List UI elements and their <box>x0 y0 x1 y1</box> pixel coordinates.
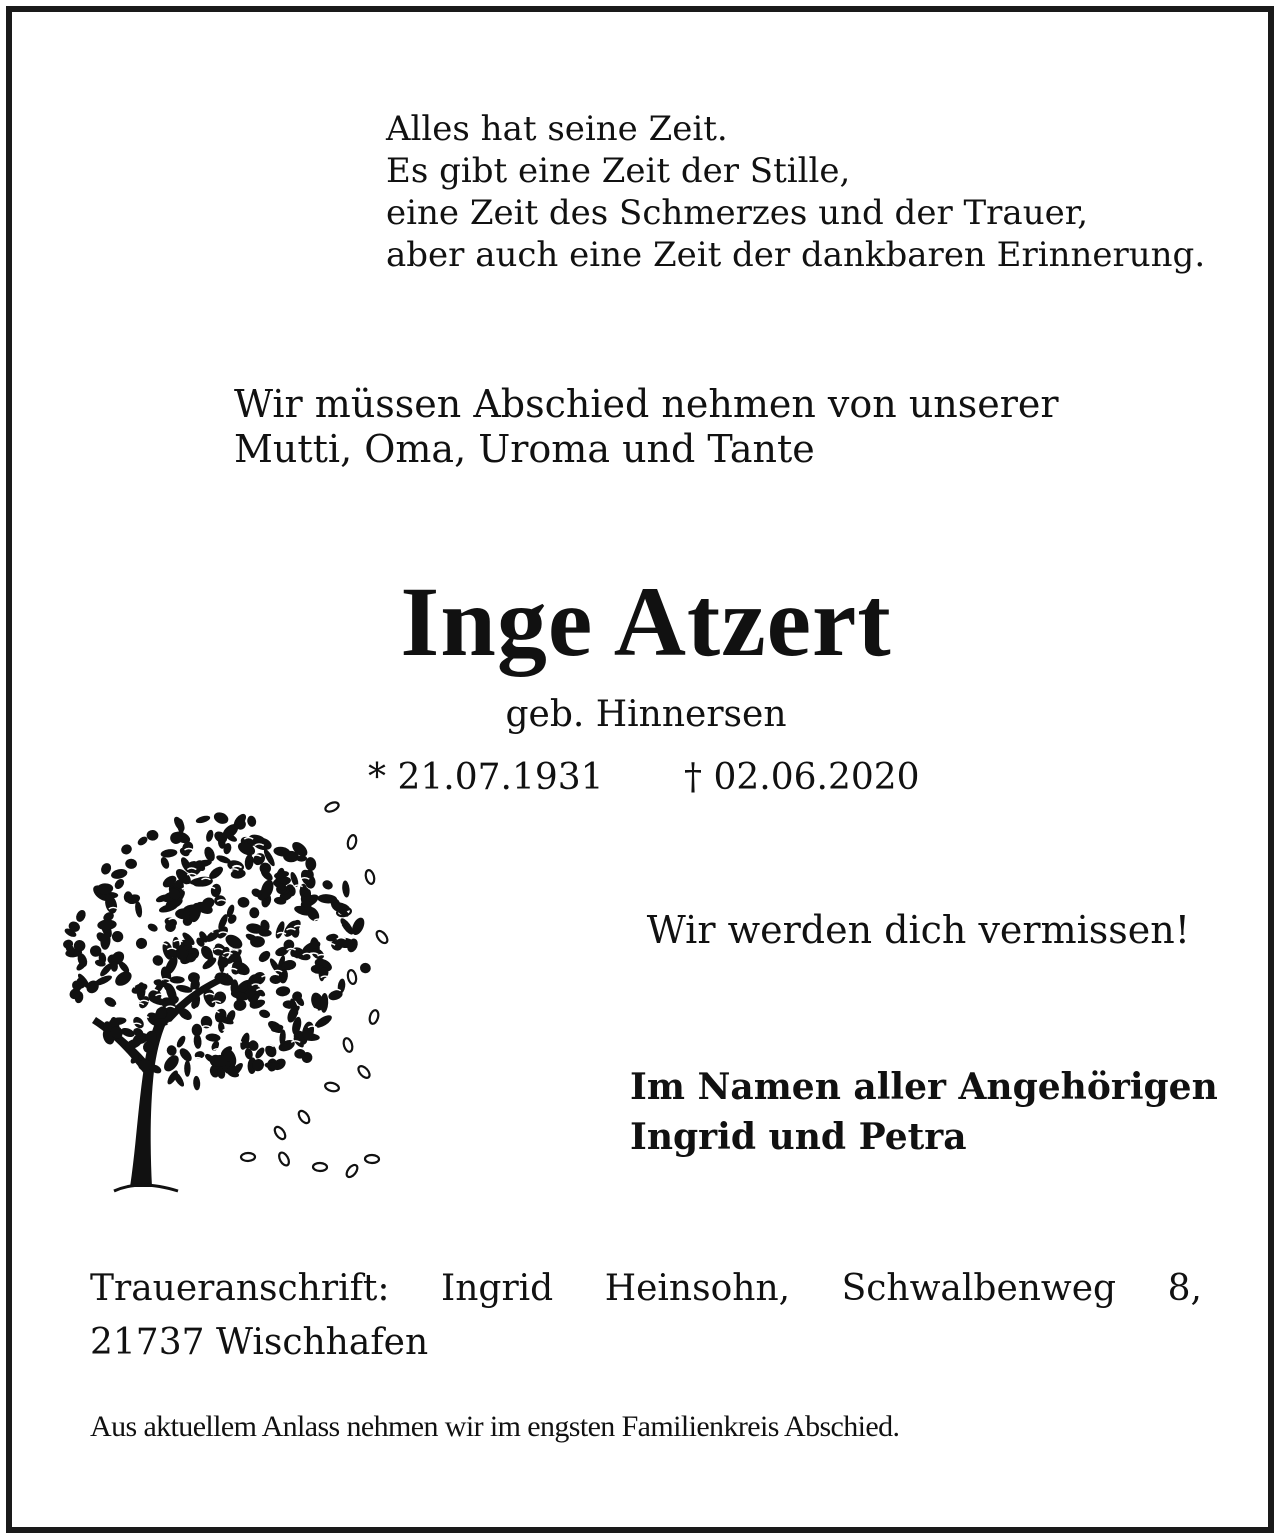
windblown-tree-icon <box>52 787 402 1197</box>
death-date: † 02.06.2020 <box>684 757 920 798</box>
address-word: Heinsohn, <box>604 1268 791 1309</box>
poem-line: eine Zeit des Schmerzes und der Trauer, <box>386 193 1089 233</box>
birth-name: geb. Hinnersen <box>505 694 787 735</box>
intro-line: Mutti, Oma, Uroma und Tante <box>234 427 815 471</box>
address-word: Ingrid <box>441 1268 554 1309</box>
farewell-text: Wir werden dich vermissen! <box>646 908 1190 952</box>
ceremony-note: Aus aktuellem Anlass nehmen wir im engsten Familienkreis Abschied. <box>90 1410 900 1443</box>
signature-line: Im Namen aller Angehörigen <box>630 1066 1218 1108</box>
deceased-name: Inge Atzert <box>400 566 892 677</box>
poem-line: aber auch eine Zeit der dankbaren Erinnerung. <box>386 235 1206 275</box>
address-line-2: 21737 Wischhafen <box>90 1322 429 1363</box>
poem-line: Alles hat seine Zeit. <box>386 109 728 149</box>
poem-line: Es gibt eine Zeit der Stille, <box>386 151 851 191</box>
address-line-1 <box>90 1262 1202 1316</box>
intro-text <box>234 382 1059 472</box>
signature <box>630 1062 1218 1162</box>
birth-date: * 21.07.1931 <box>368 757 604 798</box>
mourning-address <box>90 1262 1202 1370</box>
intro-line: Wir müssen Abschied nehmen von unserer <box>234 382 1059 426</box>
address-word: Traueranschrift: <box>90 1268 390 1309</box>
poem <box>386 108 1205 276</box>
address-word: Schwalbenweg <box>841 1268 1117 1309</box>
obituary-notice <box>6 6 1274 1533</box>
signature-line: Ingrid und Petra <box>630 1116 967 1158</box>
address-word: 8, <box>1167 1268 1202 1309</box>
